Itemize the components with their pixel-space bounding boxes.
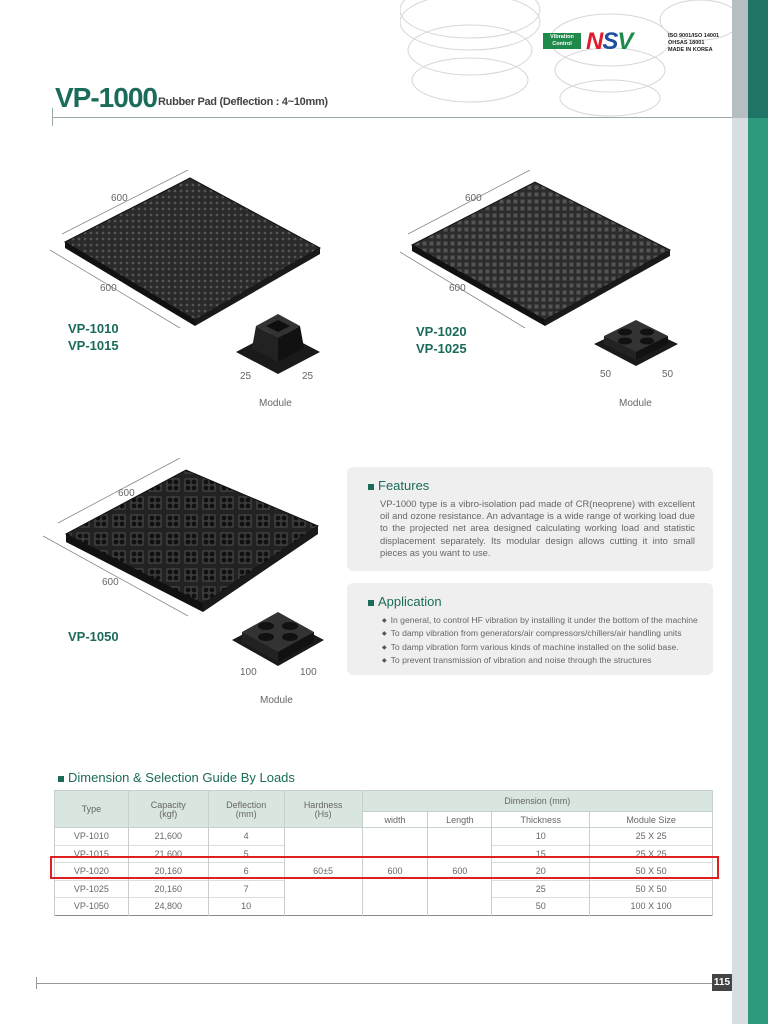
cell-deflection: 5: [208, 845, 284, 863]
header-width: width: [362, 812, 428, 828]
header-hardness: Hardness (Hs): [284, 791, 362, 828]
page-subtitle: Rubber Pad (Deflection : 4~10mm): [158, 96, 328, 108]
cell-length-shared: 600: [428, 828, 492, 916]
spring-background-graphic: [400, 0, 740, 120]
vp1050-module-width: 100: [240, 667, 257, 678]
vp1050-width-label: 600: [118, 488, 135, 499]
sidebar-green-bar: [748, 0, 768, 1024]
cell-type: VP-1015: [55, 845, 129, 863]
vp1020-pad-image: [400, 170, 690, 330]
sidebar-gray-bar: [732, 0, 748, 1024]
vp1050-length-label: 600: [102, 577, 119, 588]
vp1050-model-labels: [68, 628, 119, 645]
cell-capacity: 21,600: [128, 828, 208, 846]
vp1010-module-width: 25: [240, 371, 252, 382]
cell-thickness: 25: [492, 880, 590, 898]
header-thickness: Thickness: [492, 812, 590, 828]
model-vp1025: VP-1025: [416, 341, 467, 356]
features-title: Features: [378, 478, 430, 493]
vp1050-module-label: Module: [260, 695, 293, 706]
table-row: [55, 828, 713, 846]
header-type: Type: [55, 791, 129, 828]
cell-module-size: 50 X 50: [590, 863, 713, 881]
cert-ohsas: OHSAS 18001: [668, 40, 705, 46]
vp1010-pad-image: [40, 170, 330, 330]
cell-module-size: 100 X 100: [590, 898, 713, 916]
application-list: [382, 614, 712, 667]
title-divider-tick: [52, 108, 53, 126]
header-deflection: Deflection (mm): [208, 791, 284, 828]
vp1010-module-image: [232, 308, 324, 378]
certification-list: [668, 33, 719, 54]
cell-deflection: 10: [208, 898, 284, 916]
application-item: ◆ To prevent transmission of vibration and noise through the structures: [382, 654, 712, 667]
vp1010-length-label: 600: [100, 283, 117, 294]
application-heading: [368, 594, 442, 609]
cell-module-size: 25 X 25: [590, 845, 713, 863]
badge-line-2: Control: [552, 41, 572, 47]
guide-heading: [58, 770, 295, 785]
features-heading: [368, 478, 429, 493]
application-item: ◆ To damp vibration from generators/air compressors/chillers/air handling units: [382, 627, 712, 640]
page-number: 115: [712, 974, 732, 991]
cell-thickness: 10: [492, 828, 590, 846]
vp1010-module-length: 25: [302, 371, 314, 382]
vibration-control-badge: [543, 33, 581, 49]
model-vp1020: VP-1020: [416, 324, 467, 339]
vp1020-module-width: 50: [600, 369, 612, 380]
cell-capacity: 20,160: [128, 863, 208, 881]
cell-width-shared: 600: [362, 828, 428, 916]
model-vp1050: VP-1050: [68, 629, 119, 644]
badge-line-1: Vibration: [550, 34, 574, 40]
cell-deflection: 4: [208, 828, 284, 846]
sidebar-gray-top: [732, 0, 748, 118]
cell-type: VP-1020: [55, 863, 129, 881]
header-length: Length: [428, 812, 492, 828]
cell-capacity: 21,600: [128, 845, 208, 863]
cell-hardness-shared: 60±5: [284, 828, 362, 916]
vp1020-length-label: 600: [449, 283, 466, 294]
model-vp1015: VP-1015: [68, 338, 119, 353]
vp1050-pad-image: [38, 458, 328, 618]
cert-iso: ISO 9001/ISO 14001: [668, 33, 720, 39]
application-item: ◆ In general, to control HF vibration by installing it under the bottom of the machine: [382, 614, 712, 627]
vp1050-module-length: 100: [300, 667, 317, 678]
cell-thickness: 50: [492, 898, 590, 916]
cell-deflection: 7: [208, 880, 284, 898]
cell-module-size: 25 X 25: [590, 828, 713, 846]
sidebar-dark-top: [748, 0, 768, 118]
footer-divider: [36, 983, 712, 984]
cell-capacity: 20,160: [128, 880, 208, 898]
footer-divider-tick: [36, 977, 37, 989]
header-capacity: Capacity (kgf): [128, 791, 208, 828]
cell-capacity: 24,800: [128, 898, 208, 916]
vp1020-model-labels: [416, 323, 467, 357]
nsv-logo: NSV: [586, 28, 633, 55]
vp1020-module-image: [590, 310, 682, 372]
header-dimension: Dimension (mm): [362, 791, 712, 812]
vp1010-width-label: 600: [111, 193, 128, 204]
cert-made-in: MADE IN KOREA: [668, 47, 713, 53]
page-title: VP-1000: [55, 82, 157, 113]
vp1010-model-labels: [68, 320, 119, 354]
cell-thickness: 15: [492, 845, 590, 863]
features-text: VP-1000 type is a vibro-isolation pad made of CR(neoprene) with excellent oil and ozone resistance. An advantage is a wide range of working load due to the projected net area designed calculating working load and statistic displacement separately. Its modular design allows cutting it into small pieces as you want to use.: [380, 498, 695, 558]
vp1020-module-label: Module: [619, 398, 652, 409]
model-vp1010: VP-1010: [68, 321, 119, 336]
cell-thickness: 20: [492, 863, 590, 881]
vp1020-width-label: 600: [465, 193, 482, 204]
cell-type: VP-1010: [55, 828, 129, 846]
cell-deflection: 6: [208, 863, 284, 881]
application-title: Application: [378, 594, 442, 609]
highlight-box: [50, 856, 719, 879]
header-module-size: Module Size: [590, 812, 713, 828]
vp1010-module-label: Module: [259, 398, 292, 409]
application-item: ◆ To damp vibration form various kinds of machine installed on the solid base.: [382, 641, 712, 654]
vp1020-module-length: 50: [662, 369, 674, 380]
title-divider: [52, 117, 732, 118]
cell-type: VP-1050: [55, 898, 129, 916]
cell-type: VP-1025: [55, 880, 129, 898]
vp1050-module-image: [228, 604, 328, 674]
cell-module-size: 50 X 50: [590, 880, 713, 898]
dimension-table: [54, 790, 713, 916]
guide-title: Dimension & Selection Guide By Loads: [68, 770, 295, 785]
